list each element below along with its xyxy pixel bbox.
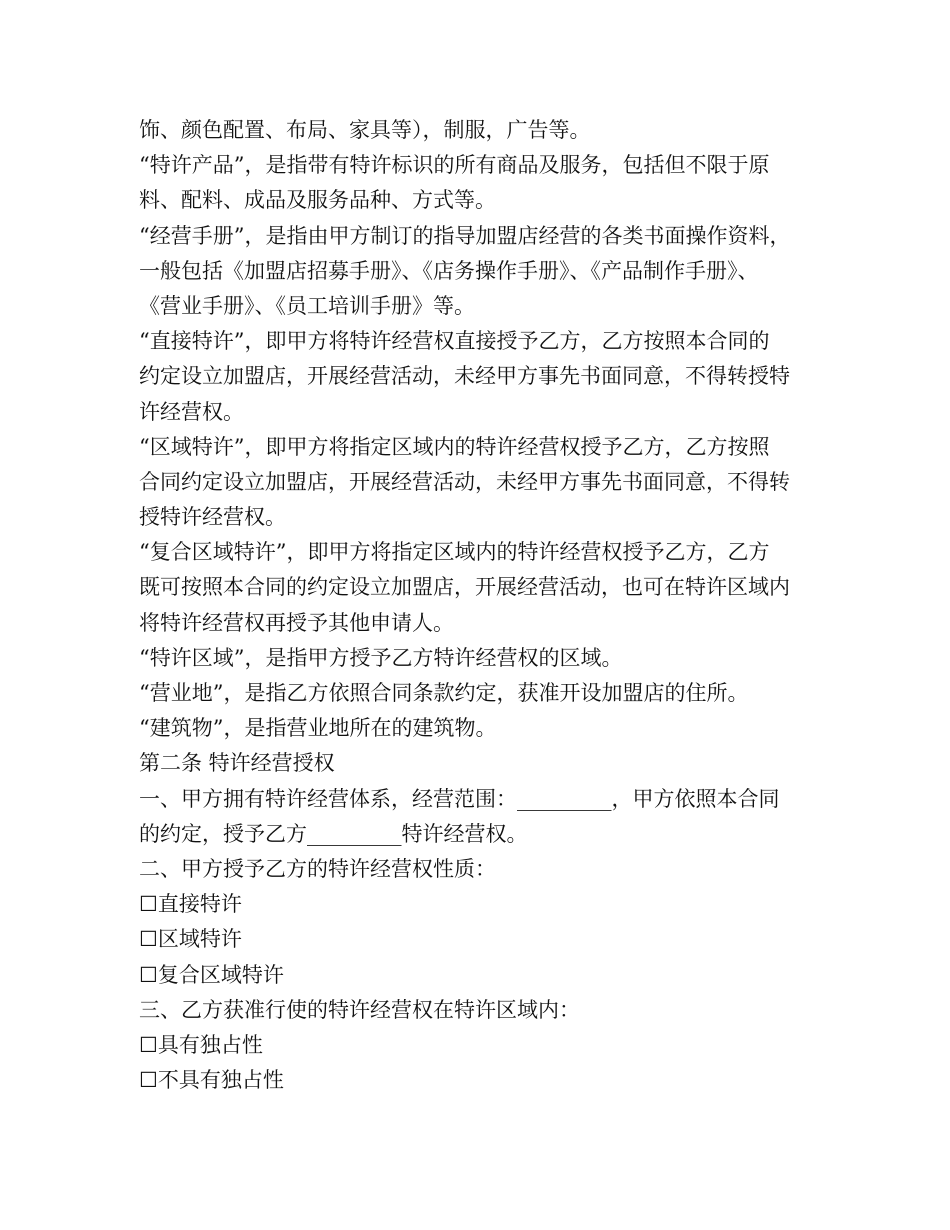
text-line: 饰、颜色配置、布局、家具等），制服，广告等。 xyxy=(139,118,591,142)
section-heading: 第二条 特许经营授权 xyxy=(139,751,335,776)
checkbox-option: ☐不具有独占性 xyxy=(139,1068,284,1093)
text-line: “特许产品”，是指带有特许标识的所有商品及服务，包括但不限于原 xyxy=(139,153,770,178)
text-line: 将特许经营权再授予其他申请人。 xyxy=(139,610,454,635)
text-line: 《营业手册》、《员工培训手册》等。 xyxy=(139,293,475,318)
text-line: “建筑物”，是指营业地所在的建筑物。 xyxy=(139,716,497,741)
text-line: “区域特许”，即甲方将指定区域内的特许经营权授予乙方，乙方按照 xyxy=(139,434,770,459)
text-line: “直接特许”，即甲方将特许经营权直接授予乙方，乙方按照本合同的 xyxy=(139,329,770,354)
text-line: 一、甲方拥有特许经营体系，经营范围：_________，甲方依照本合同 xyxy=(139,786,780,811)
checkbox-option: ☐具有独占性 xyxy=(139,1032,263,1057)
text-line: “营业地”，是指乙方依照合同条款约定，获准开设加盟店的住所。 xyxy=(139,681,749,705)
text-line: “经营手册”，是指由甲方制订的指导加盟店经营的各类书面操作资料， xyxy=(139,223,791,248)
text-line: 二、甲方授予乙方的特许经营权性质： xyxy=(139,856,496,881)
text-line: 授特许经营权。 xyxy=(139,505,286,530)
text-line: “特许区域”，是指甲方授予乙方特许经营权的区域。 xyxy=(139,645,623,670)
text-line: 许经营权。 xyxy=(139,399,244,424)
checkbox-option: ☐复合区域特许 xyxy=(139,962,284,987)
text-line: 三、乙方获准行使的特许经营权在特许区域内： xyxy=(139,997,580,1022)
text-line: “复合区域特许”，即甲方将指定区域内的特许经营权授予乙方，乙方 xyxy=(139,540,770,565)
text-line: 合同约定设立加盟店，开展经营活动，未经甲方事先书面同意，不得转 xyxy=(139,469,790,494)
text-line: 一般包括《加盟店招募手册》、《店务操作手册》、《产品制作手册》、 xyxy=(139,258,759,283)
text-line: 料、配料、成品及服务品种、方式等。 xyxy=(139,188,496,213)
checkbox-option: ☐直接特许 xyxy=(139,892,242,917)
text-line: 的约定，授予乙方_________特许经营权。 xyxy=(139,821,528,846)
text-line: 约定设立加盟店，开展经营活动，未经甲方事先书面同意，不得转授特 xyxy=(139,364,790,389)
checkbox-option: ☐区域特许 xyxy=(139,927,242,952)
document-page xyxy=(139,113,829,1098)
text-line: 既可按照本合同的约定设立加盟店，开展经营活动，也可在特许区域内 xyxy=(139,575,790,600)
